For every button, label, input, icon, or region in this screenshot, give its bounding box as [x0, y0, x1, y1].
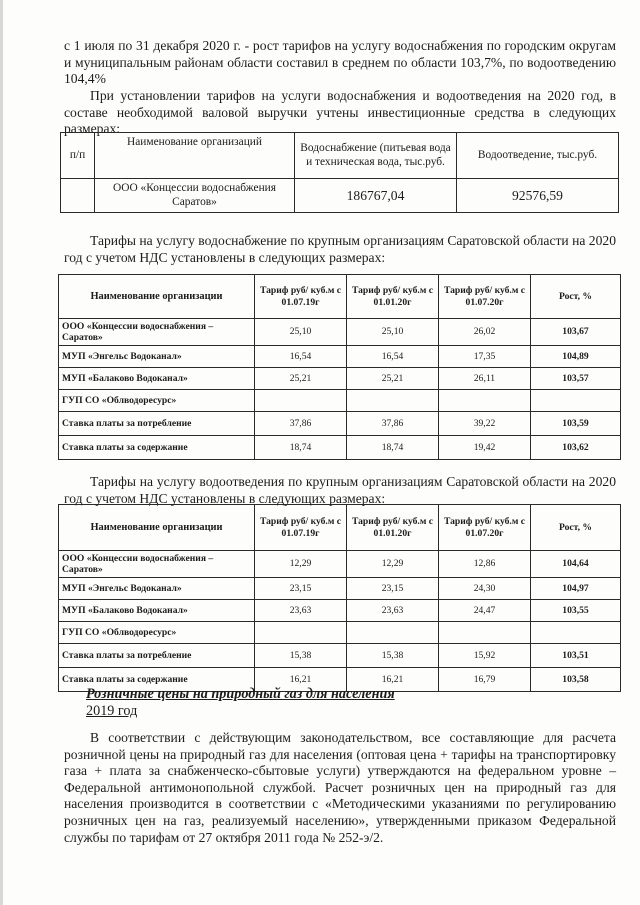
- table-cell: 37,86: [347, 412, 439, 436]
- table-cell: [531, 622, 621, 644]
- table-cell: 16,21: [347, 668, 439, 692]
- header-cell: Тариф руб/ куб.м с 01.07.20г: [439, 505, 531, 551]
- table-cell: [531, 390, 621, 412]
- table-cell: ООО «Концессии водоснабжения Саратов»: [95, 179, 295, 213]
- table-cell: ООО «Концессии водоснабжения – Саратов»: [59, 319, 255, 346]
- table-cell: МУП «Балаково Водоканал»: [59, 600, 255, 622]
- table-cell: 104,89: [531, 346, 621, 368]
- table-cell: 103,55: [531, 600, 621, 622]
- table-cell: 16,54: [347, 346, 439, 368]
- table-row: [59, 412, 621, 436]
- intro-paragraph-2: При установлении тарифов на услуги водоснабжения и водоотведения на 2020 год, в составе необходимой валовой выручки учтены инвестиционные средства в следующих размерах:: [64, 88, 616, 137]
- table-cell: 16,21: [255, 668, 347, 692]
- scan-edge: [0, 0, 3, 905]
- header-cell: Тариф руб/ куб.м с 01.07.20г: [439, 275, 531, 319]
- table-cell: 12,86: [439, 551, 531, 578]
- table-cell: 26,02: [439, 319, 531, 346]
- table-cell: 103,57: [531, 368, 621, 390]
- investment-table-header: [61, 133, 619, 179]
- table-row: [59, 319, 621, 346]
- table-cell: 37,86: [255, 412, 347, 436]
- water-tariff-table: [58, 274, 621, 460]
- table-cell: 25,10: [347, 319, 439, 346]
- table-cell: ООО «Концессии водоснабжения – Саратов»: [59, 551, 255, 578]
- table-cell: 24,47: [439, 600, 531, 622]
- table-cell: 92576,59: [457, 179, 619, 213]
- table-cell: 186767,04: [295, 179, 457, 213]
- table-cell: Ставка платы за содержание: [59, 436, 255, 460]
- table-cell: [255, 390, 347, 412]
- table-cell: [439, 622, 531, 644]
- table-row: [59, 644, 621, 668]
- table-cell: МУП «Балаково Водоканал»: [59, 368, 255, 390]
- table-cell: 19,42: [439, 436, 531, 460]
- sewer-intro-paragraph: Тарифы на услугу водоотведения по крупным организациям Саратовской области на 2020 год с учетом НДС установлены в следующих размерах:: [64, 474, 616, 506]
- table-cell: 15,38: [347, 644, 439, 668]
- header-cell: п/п: [61, 133, 95, 179]
- table-cell: 18,74: [347, 436, 439, 460]
- table-cell: 15,92: [439, 644, 531, 668]
- header-cell: Тариф руб/ куб.м с 01.01.20г: [347, 505, 439, 551]
- table-cell: [255, 622, 347, 644]
- water-table-header: [59, 275, 621, 319]
- table-cell: 103,58: [531, 668, 621, 692]
- table-cell: 24,30: [439, 578, 531, 600]
- gas-paragraph: В соответствии с действующим законодательством, все составляющие для расчета розничной цены на природный газ для населения (оптовая цена + тарифы на транспортировку газа + плата за снабженческо-сбытовые услуги) утверждаются на федеральном уровне – Федеральной антимонопольной службой. Расчет розничных цен на природный газ для населения производится в соответствии с «Методическими указаниями по регулированию розничных цен на газ, реализуемый населению», утвержденными приказом Федеральной службы по тарифам от 27 октября 2011 года № 252-э/2.: [64, 730, 616, 845]
- table-row: [59, 578, 621, 600]
- header-cell: Рост, %: [531, 505, 621, 551]
- table-cell: Ставка платы за потребление: [59, 644, 255, 668]
- table-cell: 23,63: [347, 600, 439, 622]
- header-cell: Водоотведение, тыс.руб.: [457, 133, 619, 179]
- gas-section-heading: Розничные цены на природный газ для населения: [86, 686, 395, 702]
- table-row: [59, 551, 621, 578]
- table-cell: 16,79: [439, 668, 531, 692]
- table-cell: [439, 390, 531, 412]
- table-cell: 39,22: [439, 412, 531, 436]
- header-cell: Тариф руб/ куб.м с 01.01.20г: [347, 275, 439, 319]
- table-cell: 23,63: [255, 600, 347, 622]
- table-cell: Ставка платы за потребление: [59, 412, 255, 436]
- table-cell: 104,64: [531, 551, 621, 578]
- table-row: [59, 622, 621, 644]
- sewer-table-header: [59, 505, 621, 551]
- intro-paragraph-1: с 1 июля по 31 декабря 2020 г. - рост тарифов на услугу водоснабжения по городским округам и муниципальным районам области составил в среднем по области 103,7%, по водоотведению 104,4%: [64, 38, 616, 87]
- table-cell: МУП «Энгельс Водоканал»: [59, 346, 255, 368]
- gas-year-heading: 2019 год: [86, 703, 138, 719]
- table-cell: [347, 390, 439, 412]
- header-cell: Наименование организации: [59, 275, 255, 319]
- header-cell: Наименование организаций: [95, 133, 295, 179]
- table-row: [61, 179, 619, 213]
- table-cell: [347, 622, 439, 644]
- table-cell: ГУП СО «Облводоресурс»: [59, 622, 255, 644]
- table-cell: 17,35: [439, 346, 531, 368]
- header-cell: Тариф руб/ куб.м с 01.07.19г: [255, 505, 347, 551]
- header-cell: Рост, %: [531, 275, 621, 319]
- table-cell: 15,38: [255, 644, 347, 668]
- water-intro-paragraph: Тарифы на услугу водоснабжение по крупным организациям Саратовской области на 2020 год с учетом НДС установлены в следующих размерах:: [64, 233, 616, 265]
- investment-table: [60, 132, 619, 213]
- table-row: [59, 346, 621, 368]
- table-cell: 16,54: [255, 346, 347, 368]
- table-cell: 25,21: [255, 368, 347, 390]
- table-row: [59, 368, 621, 390]
- table-cell: 18,74: [255, 436, 347, 460]
- table-cell: Ставка платы за содержание: [59, 668, 255, 692]
- table-cell: ГУП СО «Облводоресурс»: [59, 390, 255, 412]
- table-cell: 26,11: [439, 368, 531, 390]
- table-cell: 12,29: [347, 551, 439, 578]
- header-cell: Тариф руб/ куб.м с 01.07.19г: [255, 275, 347, 319]
- table-cell: 103,67: [531, 319, 621, 346]
- table-cell: 104,97: [531, 578, 621, 600]
- table-cell: 25,10: [255, 319, 347, 346]
- table-row: [59, 390, 621, 412]
- table-cell: 25,21: [347, 368, 439, 390]
- header-cell: Наименование организации: [59, 505, 255, 551]
- table-cell: 12,29: [255, 551, 347, 578]
- sewer-tariff-table: [58, 504, 621, 692]
- table-cell: 23,15: [347, 578, 439, 600]
- table-cell: 23,15: [255, 578, 347, 600]
- table-cell: МУП «Энгельс Водоканал»: [59, 578, 255, 600]
- table-cell: 103,62: [531, 436, 621, 460]
- header-cell: Водоснабжение (питьевая вода и техническая вода, тыс.руб.: [295, 133, 457, 179]
- table-cell: 103,51: [531, 644, 621, 668]
- table-row: [59, 436, 621, 460]
- table-cell: [61, 179, 95, 213]
- table-row: [59, 600, 621, 622]
- table-cell: 103,59: [531, 412, 621, 436]
